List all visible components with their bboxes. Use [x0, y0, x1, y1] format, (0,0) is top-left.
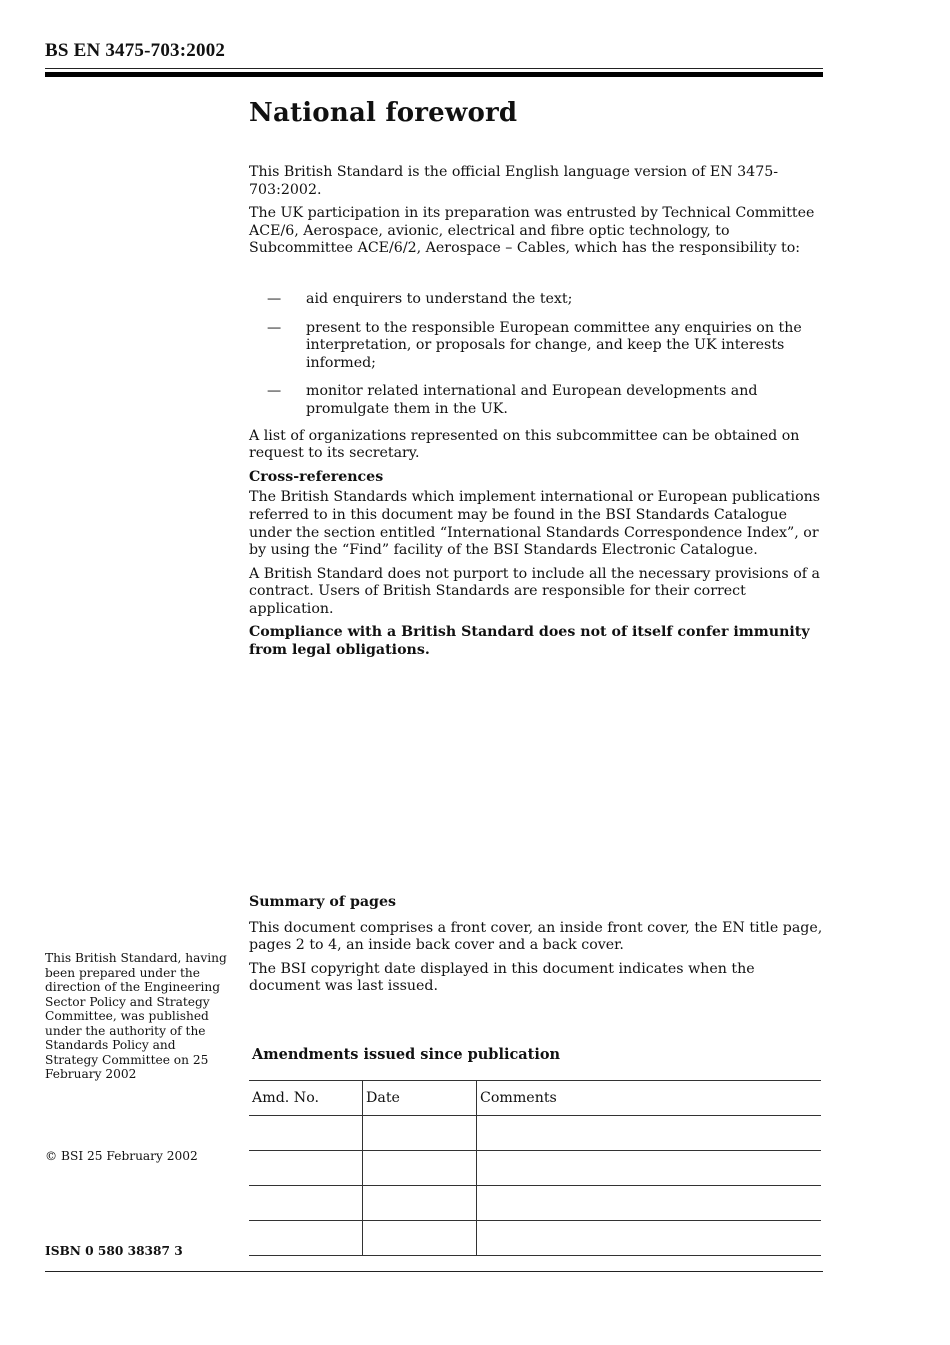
list-item: — aid enquirers to understand the text;	[267, 290, 573, 307]
table-row	[249, 1186, 821, 1221]
header-rule-thick	[45, 72, 823, 77]
table-row	[249, 1151, 821, 1186]
copyright-notice: © BSI 25 February 2002	[45, 1149, 198, 1163]
list-item: — monitor related international and European developments and promulgate them in the UK.	[267, 383, 758, 417]
page-title: National foreword	[249, 98, 518, 128]
footer-rule	[45, 1271, 823, 1272]
column-header-comments: Comments	[477, 1081, 822, 1116]
summary-heading: Summary of pages	[249, 894, 396, 910]
list-item: — present to the responsible European committee any enquiries on the interpretation, or proposals for change, and keep the UK interests informed;	[267, 319, 802, 371]
amendments-title: Amendments issued since publication	[252, 1046, 561, 1063]
summary-paragraph-2: The BSI copyright date displayed in this document indicates when the document was last issued.	[249, 960, 755, 995]
column-header-date: Date	[363, 1081, 477, 1116]
table-row	[249, 1116, 821, 1151]
table-header-row	[249, 1081, 821, 1116]
isbn: ISBN 0 580 38387 3	[45, 1244, 183, 1258]
cross-references-paragraph-1: The British Standards which implement international or European publications referred to in this document may be found in the BSI Standards Catalogue under the section entitled “International Standards Correspondence Index”, or by using the “Find” facility of the BSI Standards Electronic Catalogue.	[249, 489, 821, 559]
header-rule-thin	[45, 68, 823, 69]
column-header-amd-no: Amd. No.	[249, 1081, 363, 1116]
organizations-paragraph: A list of organizations represented on this subcommittee can be obtained on request to its secretary.	[249, 427, 800, 462]
amendments-table	[249, 1080, 821, 1256]
intro-paragraph-2: The UK participation in its preparation was entrusted by Technical Committee ACE/6, Aerospace, avionic, electrical and fibre optic technology, to Subcommittee ACE/6/2, Aerospace – Cables, which has the responsibility to:	[249, 205, 815, 257]
compliance-statement: Compliance with a British Standard does not of itself confer immunity from legal obligations.	[249, 624, 810, 659]
publication-note: This British Standard, having been prepared under the direction of the Engineering Sector Policy and Strategy Committee, was published under the authority of the Standards Policy and Strategy Committee on 25 February 2002	[45, 951, 227, 1081]
intro-paragraph-1: This British Standard is the official English language version of EN 3475-703:2002.	[249, 164, 779, 198]
table-row	[249, 1221, 821, 1256]
cross-references-heading: Cross-references	[249, 468, 384, 485]
document-id: BS EN 3475-703:2002	[45, 40, 226, 61]
summary-section	[249, 894, 824, 1002]
summary-paragraph-1: This document comprises a front cover, an inside front cover, the EN title page, pages 2 to 4, an inside back cover and a back cover.	[249, 919, 823, 954]
foreword-body	[249, 164, 824, 666]
responsibility-list	[249, 291, 824, 419]
cross-references-paragraph-2: A British Standard does not purport to include all the necessary provisions of a contract. Users of British Standards are responsible for their correct application.	[249, 565, 820, 617]
